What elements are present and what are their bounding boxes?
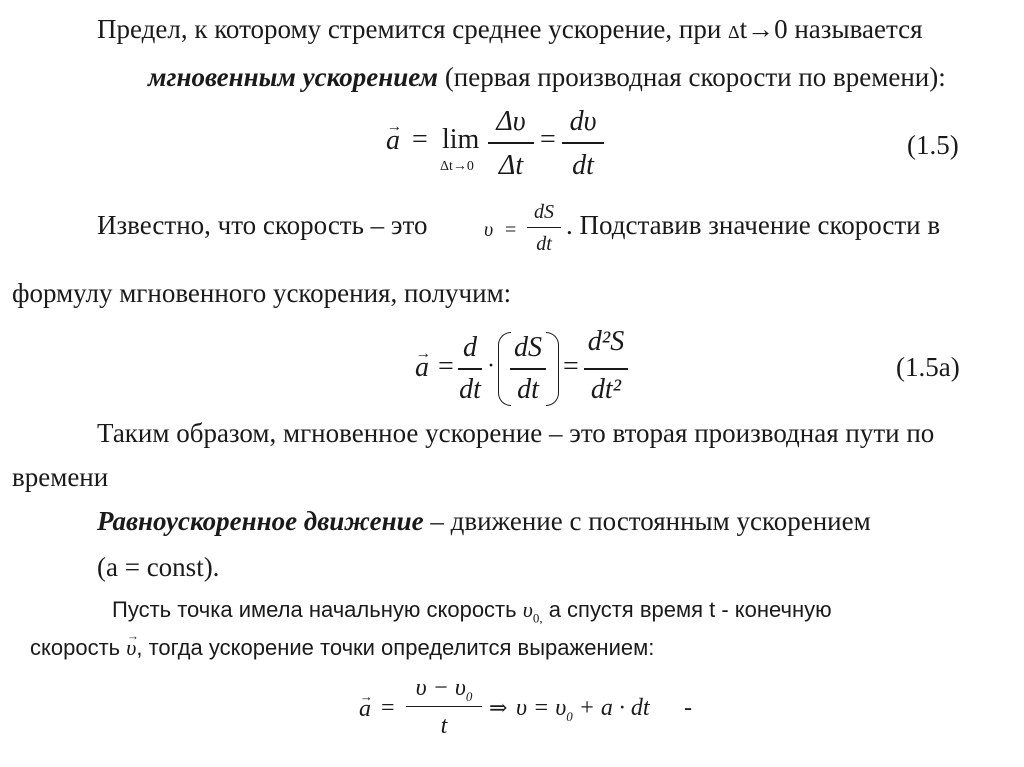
eq1-lim: lim [442, 124, 480, 155]
eq3-numerator-text: υ − υ [415, 675, 466, 701]
paragraph-1-line-2 [148, 64, 946, 91]
term-uniformly-accelerated-motion: Равноускоренное движение [97, 506, 424, 536]
eq3-implies-arrow: ⇒ [489, 695, 508, 720]
eq1-denominator-2: dt [572, 150, 594, 181]
inline-fraction-bar [527, 227, 561, 228]
eq2-fraction-bar-2 [510, 368, 546, 370]
eq2-number: (1.5а) [896, 352, 960, 382]
eq2-dot: · [487, 353, 495, 379]
eq1-fraction-bar-2 [562, 142, 604, 144]
eq3-fraction-bar [406, 706, 482, 707]
eq2-numerator-1: d [463, 332, 477, 363]
inline-numerator: dS [534, 201, 554, 223]
inline-v: υ [484, 219, 494, 241]
eq2-lhs: → a [415, 354, 429, 382]
eq1-equals-2: = [540, 124, 556, 155]
p5-line2-before: скорость [30, 635, 121, 660]
p1-text-after: t→0 называется [739, 14, 923, 44]
eq3-numerator-sub: 0 [465, 688, 473, 704]
v0-subscript: 0, [532, 610, 543, 626]
p5-line1-before: Пусть точка имела начальную скорость [112, 597, 517, 622]
eq1-number: (1.5) [907, 130, 959, 160]
p2-part1: Известно, что скорость – это [97, 210, 428, 240]
eq3-rhs-sub: 0 [566, 708, 573, 724]
eq2-equals-2: = [563, 351, 579, 382]
p1-line2-rest: (первая производная скорости по времени): [444, 62, 946, 92]
eq2-equals: = [438, 351, 454, 382]
eq1-lim-subscript: Δt→0 [440, 159, 474, 174]
eq3-rhs-tail: + a · dt [578, 695, 650, 721]
eq2-fraction-bar-1 [458, 368, 482, 370]
inline-denominator: dt [536, 233, 552, 255]
eq3-rhs [516, 696, 650, 723]
p5-line1-after: а спустя время t - конечную [548, 597, 832, 622]
p4-rest: – движение с постоянным ускорением [430, 506, 871, 536]
eq1-fraction-bar-1 [488, 142, 534, 144]
p1-text-before: Предел, к которому стремится среднее ускорение, при [97, 14, 722, 44]
paragraph-5-line-1 [112, 599, 832, 624]
eq3-numerator [404, 676, 484, 703]
paragraph-4-line-2: (a = const). [97, 552, 220, 582]
eq3-denominator: t [440, 713, 448, 739]
eq2-numerator-3: d²S [587, 326, 625, 357]
p2-part2 [566, 212, 940, 239]
eq2-numerator-2: dS [514, 332, 542, 363]
eq2-denominator-1: dt [459, 374, 481, 405]
v0-symbol: υ [522, 597, 533, 622]
eq1-denominator-1: Δt [498, 150, 524, 181]
eq3-lhs: → a [359, 697, 371, 721]
eq2-fraction-bar-3 [584, 368, 628, 370]
eq1-equals: = [412, 124, 428, 155]
eq3-rhs-text: υ = υ [516, 695, 567, 721]
inline-equals: = [505, 219, 517, 241]
eq1-numerator-1: Δυ [496, 106, 526, 137]
eq2-denominator-3: dt² [590, 374, 622, 405]
eq3-trailing-dash: - [684, 695, 692, 721]
v-symbol: → υ [126, 637, 136, 659]
term-instantaneous-acceleration: мгновенным ускорением [148, 62, 439, 92]
eq1-lhs: → a [386, 127, 400, 155]
paragraph-3-line-2: времени [12, 462, 109, 492]
paragraph-2-line-2: формулу мгновенного ускорения, получим: [12, 278, 512, 308]
eq2-denominator-2: dt [517, 374, 539, 405]
paragraph-3-line-1: Таким образом, мгновенное ускорение – это вторая производная пути по [97, 418, 935, 448]
paragraph-5-line-2 [30, 637, 654, 659]
eq3-equals: = [381, 695, 395, 721]
eq1-numerator-2: dυ [569, 106, 597, 137]
p2-part2-text: . Подставив значение скорости в [566, 210, 941, 240]
delta-symbol: Δ [728, 22, 740, 42]
paragraph-4-line-1 [97, 508, 871, 535]
eq2-right-paren [546, 332, 559, 406]
p5-line2-after: , тогда ускорение точки определится выражением: [136, 635, 655, 660]
paragraph-1-line-1 [97, 16, 923, 43]
